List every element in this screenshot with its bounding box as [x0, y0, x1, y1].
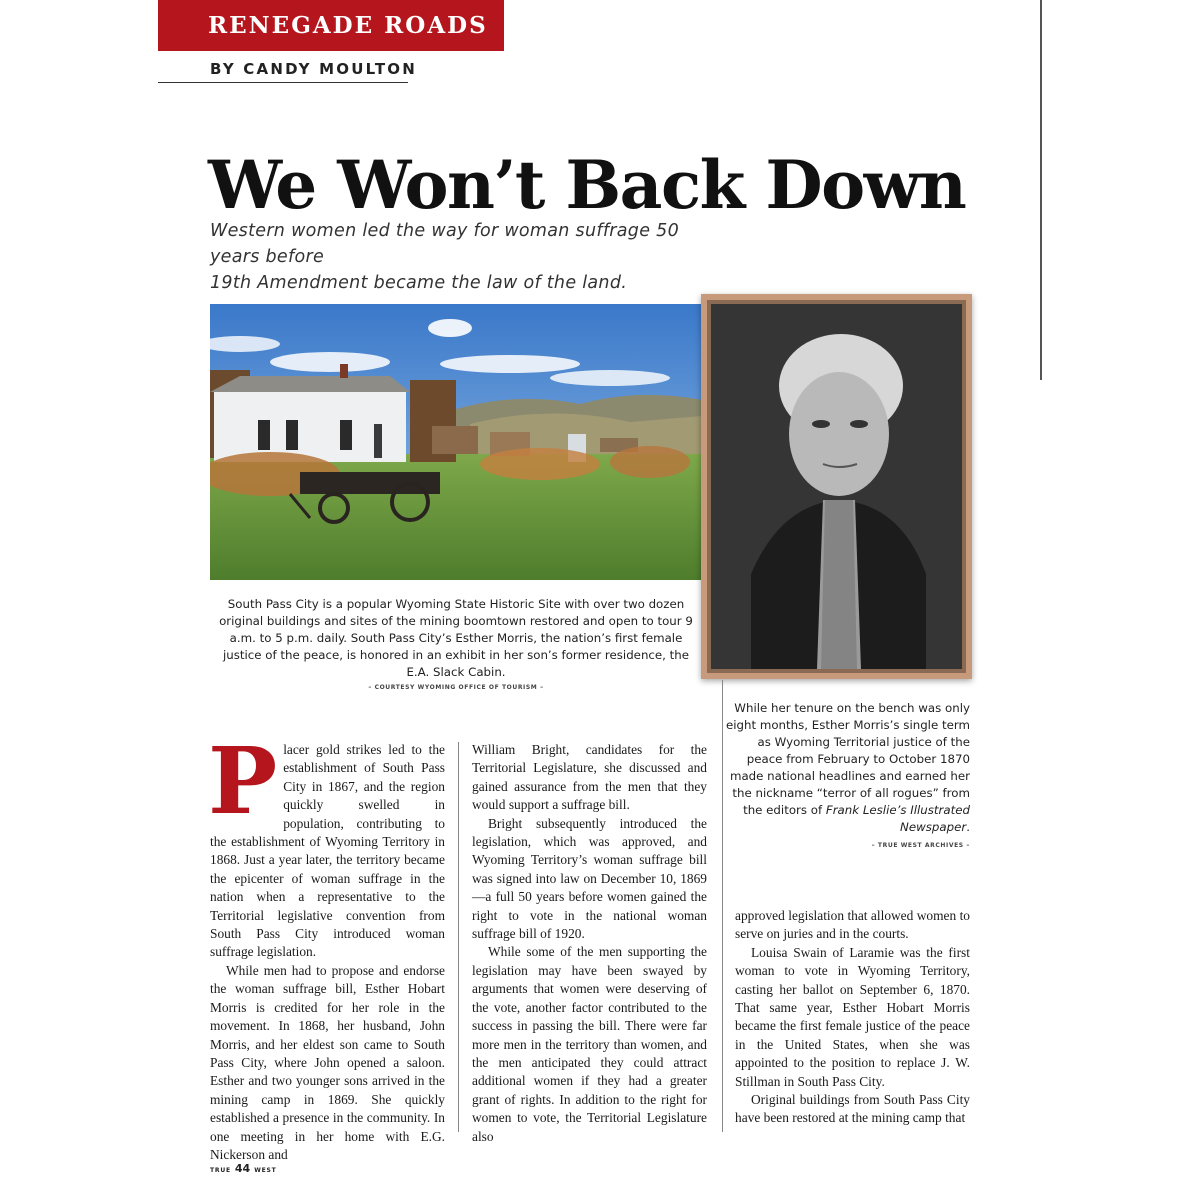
photo-credit: – COURTESY WYOMING OFFICE OF TOURISM –: [368, 684, 544, 691]
folio-magazine-right: WEST: [254, 1167, 277, 1174]
body-paragraph: Louisa Swain of Laramie was the first woman to vote in Wyoming Territory, casting her ballot on September 6, 1870. That same year, Esther Hobart Morris became the first female justice of the peace in the United States, when she was appointed to the position to replace J. W. Stillman in South Pass City.: [735, 944, 970, 1089]
portrait-caption-end: .: [966, 820, 970, 834]
page-folio: [210, 1162, 277, 1175]
deck-line-2: 19th Amendment became the law of the land.: [210, 273, 628, 293]
byline-rule: [158, 82, 408, 83]
portrait-caption: [720, 700, 970, 836]
column-divider: [458, 742, 459, 1132]
body-paragraph: William Bright, candidates for the Territorial Legislature, she discussed and gained assurance from the men that they would support a suffrage bill.: [472, 742, 707, 813]
page-number: 44: [234, 1162, 251, 1175]
photo-caption: South Pass City is a popular Wyoming State Historic Site with over two dozen original buildings and sites of the mining boomtown restored and open to tour 9 a.m. to 5 p.m. daily. South Pass City’s Esther Morris, the nation’s first female justice of the peace, is honored in an exhibit in her son’s former residence, the E.A. Slack Cabin.: [219, 597, 693, 679]
body-paragraph: While men had to propose and endorse the woman suffrage bill, Esther Hobart Morris is credited for her role in the movement. In 1868, her husband, John Morris, and her eldest son came to South Pass City, where John opened a saloon. Esther and two younger sons arrived in the mining camp in 1869. She quickly established a presence in the community. In one meeting in her home with E.G. Nickerson and: [210, 962, 445, 1162]
portrait-image: [707, 300, 966, 673]
section-banner: [158, 0, 504, 51]
deck-line-1: Western women led the way for woman suffrage 50 years before: [210, 221, 680, 267]
body-column-2: [472, 741, 707, 1146]
drop-cap: P: [208, 727, 278, 835]
body-paragraph: approved legislation that allowed women to serve on juries and in the courts.: [735, 908, 970, 942]
portrait-credit: – TRUE WEST ARCHIVES –: [871, 842, 970, 849]
column-divider: [722, 680, 723, 1132]
paragraph-text: lacer gold strikes led to the establishment of South Pass City in 1867, and the region quickly swelled in population, contributing to the establishment of Wyoming Territory in 1868. Just a year later, the territory became the epicenter of woman suffrage in the nation when a representative to the Territorial legislative convention from South Pass City introduced woman suffrage legislation.: [210, 742, 445, 960]
body-paragraph: [208, 727, 445, 962]
portrait-caption-publication: Frank Leslie’s Illustrated Newspaper: [825, 803, 970, 834]
folio-magazine-left: TRUE: [210, 1167, 231, 1174]
page-edge-rule: [1040, 0, 1042, 380]
article-title: We Won’t Back Down: [208, 146, 966, 224]
esther-morris-portrait: [701, 294, 972, 679]
south-pass-city-photo: [210, 304, 702, 580]
section-label: RENEGADE ROADS: [208, 12, 488, 39]
body-paragraph: Bright subsequently introduced the legislation, which was approved, and Wyoming Territory’s woman suffrage bill was signed into law on December 10, 1869—a full 50 years before women gained the right to vote in the national woman suffrage bill of 1920.: [472, 815, 707, 942]
byline: BY CANDY MOULTON: [210, 60, 417, 78]
portrait-caption-text: While her tenure on the bench was only eight months, Esther Morris’s single term as Wyoming Territorial justice of the peace from February to October 1870 made national headlines and earned her the nickname “terror of all rogues” from the editors of: [725, 701, 970, 817]
article-deck: [210, 218, 730, 296]
body-column-1: [208, 727, 445, 1164]
body-paragraph: While some of the men supporting the legislation may have been swayed by arguments that women were deserving of the vote, another factor contributed to the success in passing the bill. There were far more men in the territory than women, and the men anticipated they could attract additional women if they had a greater grant of rights. In addition to the right for women to vote, the Territorial Legislature also: [472, 944, 707, 1144]
body-column-3: [735, 907, 970, 1128]
body-paragraph: Original buildings from South Pass City have been restored at the mining camp that: [735, 1092, 970, 1126]
